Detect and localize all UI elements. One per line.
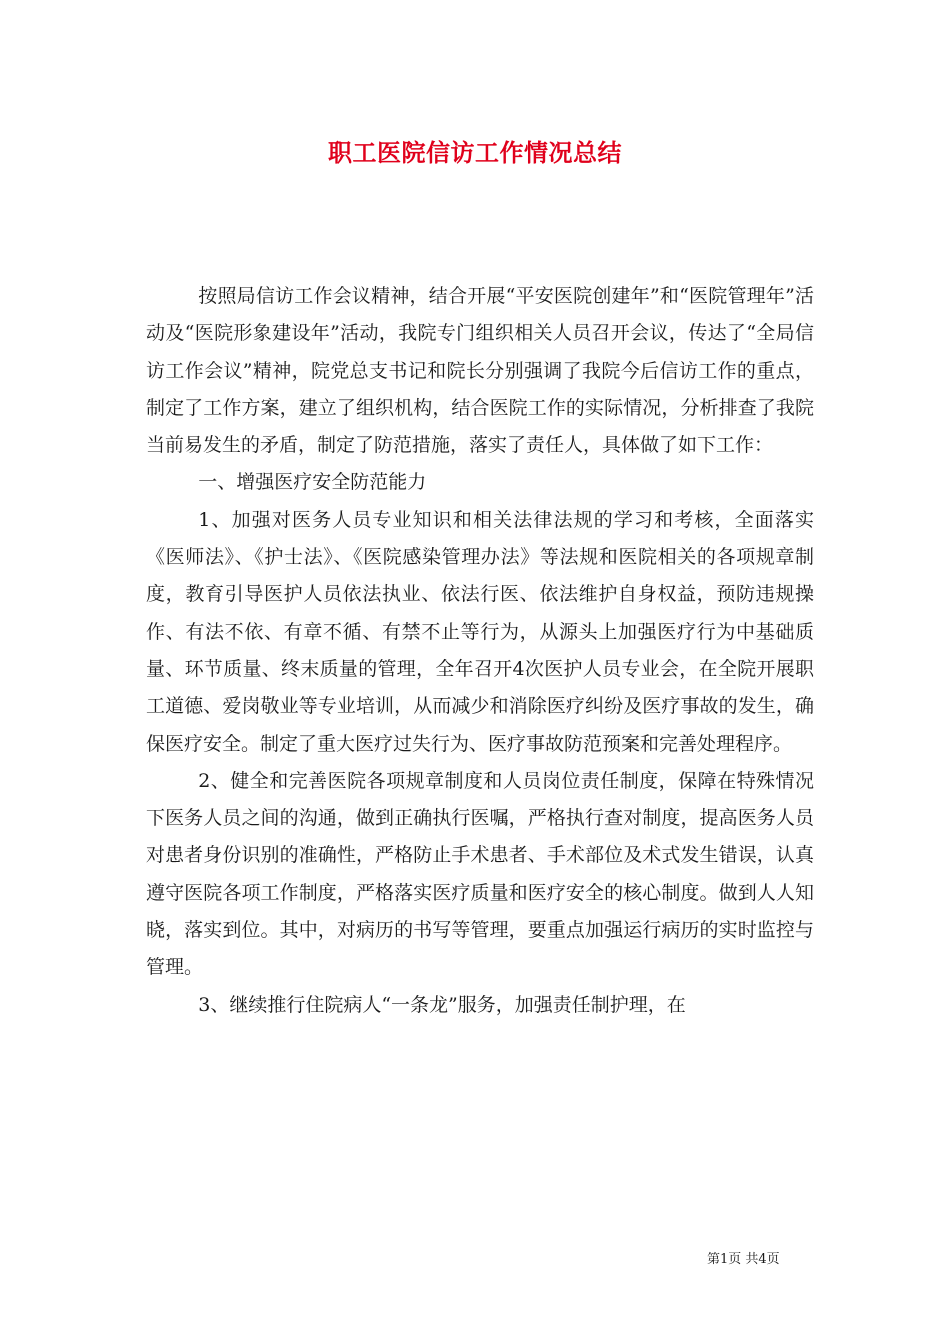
paragraph-item-3: 3、继续推行住院病人“一条龙”服务，加强责任制护理，在 — [198, 993, 686, 1016]
document-body — [146, 278, 814, 1024]
section-heading-1: 一、增强医疗安全防范能力 — [198, 471, 427, 494]
page-number: 第1页 共4页 — [707, 1252, 780, 1267]
paragraph-intro: 按照局信访工作会议精神，结合开展“平安医院创建年”和“医院管理年”活动及“医院形象建设年”活动，我院专门组织相关人员召开会议，传达了“全局信访工作会议”精神，院党总支书记和院长分别强调了我院今后信访工作的重点，制定了工作方案，建立了组织机构，结合医院工作的实际情况，分析排查了我院当前易发生的矛盾，制定了防范措施，落实了责任人，具体做了如下工作： — [146, 285, 814, 457]
paragraph-item-1: 1、加强对医务人员专业知识和相关法律法规的学习和考核，全面落实《医师法》、《护士法》、《医院感染管理办法》等法规和医院相关的各项规章制度，教育引导医护人员依法执业、依法行医、依法维护自身权益，预防违规操作、有法不依、有章不循、有禁不止等行为，从源头上加强医疗行为中基础质量、环节质量、终末质量的管理，全年召开4次医护人员专业会，在全院开展职工道德、爱岗敬业等专业培训，从而减少和消除医疗纠纷及医疗事故的发生，确保医疗安全。制定了重大医疗过失行为、医疗事故防范预案和完善处理程序。 — [146, 508, 814, 755]
document-title: 职工医院信访工作情况总结 — [328, 138, 622, 167]
paragraph-item-2: 2、健全和完善医院各项规章制度和人员岗位责任制度，保障在特殊情况下医务人员之间的沟通，做到正确执行医嘱，严格执行查对制度，提高医务人员对患者身份识别的准确性，严格防止手术患者、手术部位及术式发生错误，认真遵守医院各项工作制度，严格落实医疗质量和医疗安全的核心制度。做到人人知晓，落实到位。其中，对病历的书写等管理，要重点加强运行病历的实时监控与管理。 — [146, 769, 814, 979]
